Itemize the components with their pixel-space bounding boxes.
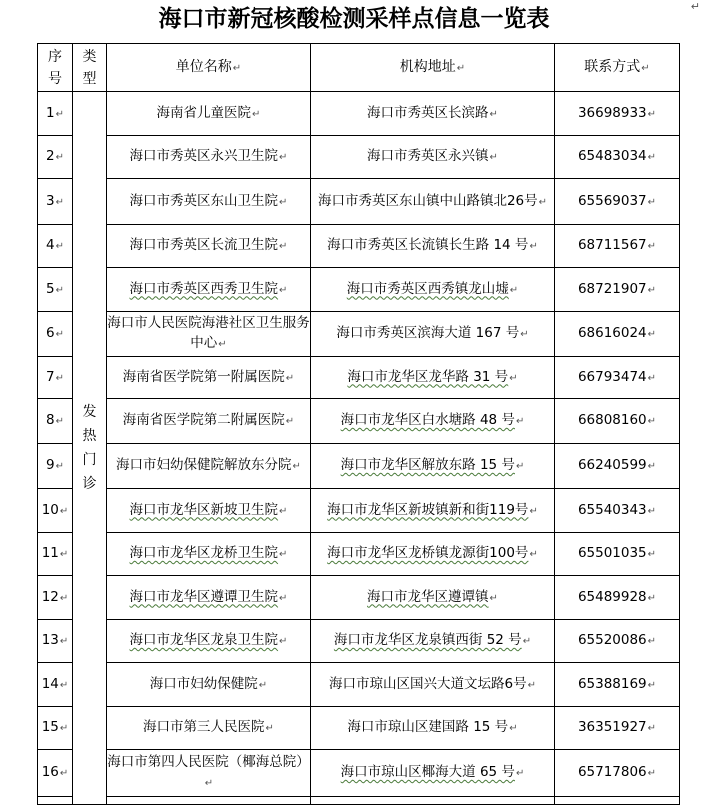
table-row [38,92,680,136]
sampling-sites-table [37,43,680,805]
seq-cell: 16↵ [38,750,73,797]
table-row [38,357,680,399]
name-cell: 海口市秀英区东山卫生院↵ [107,179,311,225]
address-cell: 海口市龙华区遵谭镇↵ [311,576,555,620]
name-cell: 海口市人民医院海港社区卫生服务中心↵ [107,312,311,357]
seq-cell: 11↵ [38,533,73,576]
header-row [38,44,680,92]
name-cell: 海口市妇幼保健院解放东分院↵ [107,444,311,489]
address-cell: 海口市秀英区永兴镇↵ [311,136,555,179]
table-row [38,179,680,225]
name-cell: 海口市秀英区永兴卫生院↵ [107,136,311,179]
address-cell: 海口市龙华区龙华路 31 号↵ [311,357,555,399]
table-row [38,444,680,489]
header-name: 单位名称↵ [107,44,311,92]
phone-cell: 66808160↵ [555,399,680,444]
address-cell: 海口市龙华区白水塘路 48 号↵ [311,399,555,444]
seq-cell: 10↵ [38,489,73,533]
phone-cell: 68721907↵ [555,268,680,312]
phone-cell: 65540343↵ [555,489,680,533]
address-cell: 海口市龙华区新坡镇新和街119号↵ [311,489,555,533]
name-cell: 海口市第四人民医院（椰海总院）↵ [107,750,311,797]
seq-cell: 13↵ [38,620,73,663]
phone-cell: 68711567↵ [555,225,680,268]
seq-cell: 5↵ [38,268,73,312]
phone-cell: 65483034↵ [555,136,680,179]
phone-cell: 65717806↵ [555,750,680,797]
table-row [38,620,680,663]
phone-cell: 65489928↵ [555,576,680,620]
seq-cell: 8↵ [38,399,73,444]
seq-cell: 12↵ [38,576,73,620]
address-cell: 海口市琼山区建国路 15 号↵ [311,707,555,750]
address-cell: 海口市秀英区西秀镇龙山墟↵ [311,268,555,312]
page-title: 海口市新冠核酸检测采样点信息一览表 [158,5,550,32]
name-cell: 海口市第三人民医院↵ [107,707,311,750]
name-cell: 海口市龙华区新坡卫生院↵ [107,489,311,533]
phone-cell: 65501035↵ [555,533,680,576]
header-address: 机构地址↵ [311,44,555,92]
seq-cell: 1↵ [38,92,73,136]
name-cell: 海口市龙华区龙桥卫生院↵ [107,533,311,576]
name-cell: 海口市秀英区长流卫生院↵ [107,225,311,268]
phone-cell: 65388169↵ [555,663,680,707]
paragraph-mark-icon: ↵ [690,0,700,13]
name-cell: 海口市秀英区西秀卫生院↵ [107,268,311,312]
address-cell: 海口市秀英区东山镇中山路镇北26号↵ [311,179,555,225]
table-row [38,663,680,707]
category-cell: 发热门诊 [73,92,107,805]
name-cell: 海南省儿童医院↵ [107,92,311,136]
seq-cell: 4↵ [38,225,73,268]
name-cell: 海南省医学院第一附属医院↵ [107,357,311,399]
phone-cell: 65520086↵ [555,620,680,663]
seq-cell: 9↵ [38,444,73,489]
table-row [38,399,680,444]
table-row [38,750,680,797]
phone-cell: 36698933↵ [555,92,680,136]
table-row [38,136,680,179]
table-row [38,225,680,268]
address-cell: 海口市琼山区国兴大道文坛路6号↵ [311,663,555,707]
address-cell: 海口市秀英区长滨路↵ [311,92,555,136]
table-row [38,707,680,750]
header-seq: 序号 [38,44,73,92]
seq-cell: 14↵ [38,663,73,707]
table-row [38,268,680,312]
name-cell: 海南省医学院第二附属医院↵ [107,399,311,444]
address-cell: 海口市龙华区龙桥镇龙源街100号↵ [311,533,555,576]
phone-cell: 36351927↵ [555,707,680,750]
header-type: 类型 [73,44,107,92]
seq-cell: 15↵ [38,707,73,750]
table-row [38,489,680,533]
address-cell: 海口市琼山区椰海大道 65 号↵ [311,750,555,797]
seq-cell: 7↵ [38,357,73,399]
seq-cell: 3↵ [38,179,73,225]
address-cell: 海口市龙华区解放东路 15 号↵ [311,444,555,489]
address-cell: 海口市秀英区长流镇长生路 14 号↵ [311,225,555,268]
address-cell: 海口市龙华区龙泉镇西街 52 号↵ [311,620,555,663]
name-cell: 海口市龙华区遵谭卫生院↵ [107,576,311,620]
address-cell: 海口市秀英区滨海大道 167 号↵ [311,312,555,357]
table-row-continuation [38,797,680,805]
table-row [38,576,680,620]
seq-cell: 6↵ [38,312,73,357]
table-row [38,312,680,357]
phone-cell: 68616024↵ [555,312,680,357]
name-cell: 海口市妇幼保健院↵ [107,663,311,707]
phone-cell: 65569037↵ [555,179,680,225]
table-row [38,533,680,576]
header-contact: 联系方式↵ [555,44,680,92]
seq-cell: 2↵ [38,136,73,179]
phone-cell: 66240599↵ [555,444,680,489]
name-cell: 海口市龙华区龙泉卫生院↵ [107,620,311,663]
phone-cell: 66793474↵ [555,357,680,399]
